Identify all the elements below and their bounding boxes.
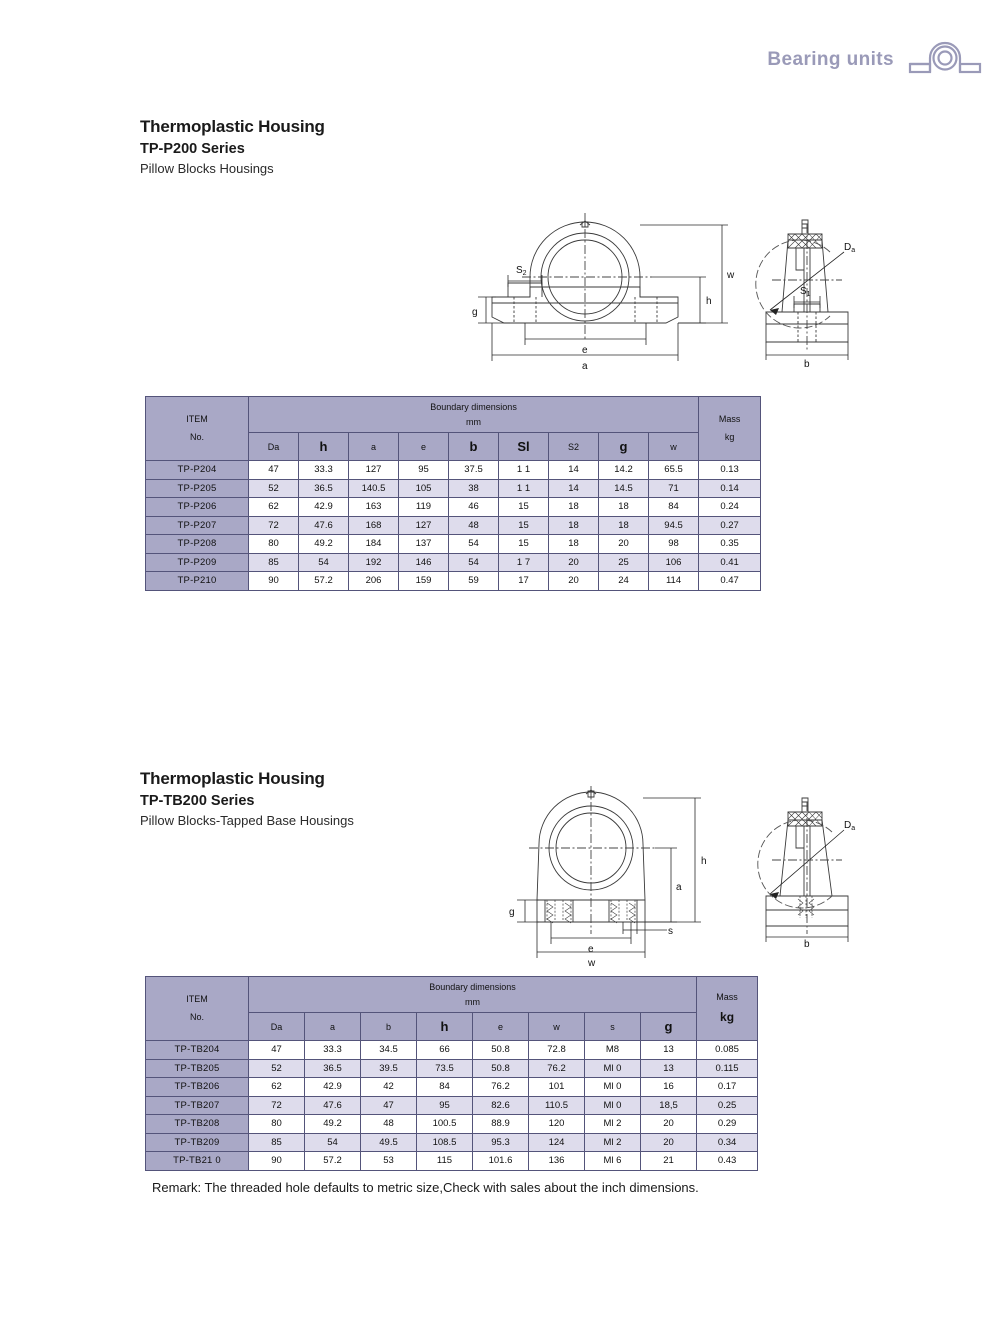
dimension-cell-a: 54 [305,1133,361,1152]
mass-cell: 0.24 [699,498,761,517]
section-2-series: TP-TB200 Series [140,793,255,810]
dimension-cell-da: 62 [249,1078,305,1097]
dimension-cell-g: 24 [599,572,649,591]
dimension-cell-w: 106 [649,553,699,572]
dimension-cell-s: M8 [585,1041,641,1060]
dimension-cell-g: 14.2 [599,461,649,480]
dimension-cell-sl: 1 7 [499,553,549,572]
dimension-cell-da: 85 [249,553,299,572]
mass-cell: 0.43 [697,1152,758,1171]
dimension-cell-b: 53 [361,1152,417,1171]
dimension-cell-b: 47 [361,1096,417,1115]
dimension-cell-a: 42.9 [305,1078,361,1097]
dimension-cell-da: 72 [249,1096,305,1115]
dimension-cell-e: 127 [399,516,449,535]
col-header-a: a [349,433,399,461]
dimension-cell-a: 127 [349,461,399,480]
tp-p200-table-body [146,461,761,591]
dimension-cell-s2: 18 [549,516,599,535]
section-1-title: Thermoplastic Housing [140,117,325,136]
dimension-cell-s2: 14 [549,479,599,498]
dimension-cell-a: 47.6 [305,1096,361,1115]
mass-cell: 0.27 [699,516,761,535]
table-row [146,535,761,554]
dimension-cell-g: 21 [641,1152,697,1171]
dimension-cell-da: 72 [249,516,299,535]
pillow-block-icon [908,38,982,81]
item-no-cell: TP-P206 [146,498,249,517]
table2-header-row-top [146,977,758,1013]
col-header-da: Da [249,433,299,461]
tapped-base-side-view-drawing [752,792,872,952]
dimension-cell-a: 184 [349,535,399,554]
col-header-b: b [449,433,499,461]
mass-cell: 0.115 [697,1059,758,1078]
dimension-cell-h: 42.9 [299,498,349,517]
dimension-cell-da: 52 [249,1059,305,1078]
dimension-cell-s: Ml 0 [585,1096,641,1115]
dimension-cell-e: 146 [399,553,449,572]
dimension-cell-sl: 17 [499,572,549,591]
svg-text:g: g [472,307,478,318]
item-no-cell: TP-TB208 [146,1115,249,1134]
dimension-cell-da: 80 [249,1115,305,1134]
remark-text: Remark: The threaded hole defaults to metric size,Check with sales about the inch dimensions. [152,1180,699,1195]
dimension-cell-b: 49.5 [361,1133,417,1152]
dimension-cell-da: 47 [249,1041,305,1060]
dimension-cell-h: 95 [417,1096,473,1115]
dimension-cell-sl: 1 1 [499,461,549,480]
dimension-cell-s2: 14 [549,461,599,480]
dimension-cell-e: 50.8 [473,1041,529,1060]
brand-header [767,38,982,81]
dimension-cell-h: 108.5 [417,1133,473,1152]
dimension-cell-da: 80 [249,535,299,554]
tp-tb200-table-body [146,1041,758,1171]
dimension-cell-da: 90 [249,572,299,591]
dimension-cell-s: Ml 6 [585,1152,641,1171]
svg-text:s: s [668,926,673,937]
item-no-cell: TP-P208 [146,535,249,554]
dimension-cell-s: Ml 0 [585,1059,641,1078]
dimension-cell-e: 95 [399,461,449,480]
svg-text:h: h [701,856,707,867]
tapped-base-front-view-drawing [505,782,720,972]
dimension-cell-a: 33.3 [305,1041,361,1060]
dimension-cell-w: 124 [529,1133,585,1152]
pillow-block-front-view-drawing [470,205,735,375]
dimension-cell-w: 114 [649,572,699,591]
table-row [146,553,761,572]
dimension-cell-g: 18 [599,498,649,517]
item-no-cell: TP-TB209 [146,1133,249,1152]
section-2-subtitle: Pillow Blocks-Tapped Base Housings [140,813,354,829]
item-no-cell: TP-TB204 [146,1041,249,1060]
dimension-cell-da: 90 [249,1152,305,1171]
dimension-cell-g: 18 [599,516,649,535]
svg-text:Da: $D_a$ [844,820,856,832]
dimension-cell-b: 59 [449,572,499,591]
dimension-cell-sl: 15 [499,498,549,517]
dimension-cell-g: 25 [599,553,649,572]
mass-cell: 0.34 [697,1133,758,1152]
dimension-cell-b: 54 [449,553,499,572]
dimension-cell-w: 94.5 [649,516,699,535]
dimension-cell-w: 110.5 [529,1096,585,1115]
table-row [146,461,761,480]
item-no-cell: TP-P209 [146,553,249,572]
dimension-cell-g: 13 [641,1059,697,1078]
svg-text:a: a [582,361,588,370]
svg-text:S2: $S_2$ [516,265,527,277]
dimension-cell-a: 168 [349,516,399,535]
dimension-cell-w: 65.5 [649,461,699,480]
table-row [146,572,761,591]
svg-text:e: e [582,345,588,356]
item-no-cell: TP-TB206 [146,1078,249,1097]
dimension-cell-g: 20 [641,1133,697,1152]
svg-text:g: g [509,907,515,918]
brand-title: Bearing units [767,48,894,70]
col2-header-a: a [305,1013,361,1041]
dimension-cell-w: 71 [649,479,699,498]
dimension-cell-w: 76.2 [529,1059,585,1078]
dimension-cell-g: 14.5 [599,479,649,498]
svg-text:w: w [727,270,735,281]
table-row [146,1115,758,1134]
dimension-cell-sl: 1 1 [499,479,549,498]
dimension-cell-b: 42 [361,1078,417,1097]
pillow-block-side-view-drawing [752,212,872,372]
dimension-cell-da: 85 [249,1133,305,1152]
mass-header-2: Mass kg [697,977,758,1041]
col-header-w: w [649,433,699,461]
dimension-cell-b: 48 [449,516,499,535]
section-1-heading [140,116,325,178]
dimension-cell-da: 47 [249,461,299,480]
dimension-cell-b: 39.5 [361,1059,417,1078]
dimension-cell-h: 84 [417,1078,473,1097]
tp-tb200-dimensions-table [145,976,758,1171]
dimension-cell-s: Ml 2 [585,1115,641,1134]
dimension-cell-g: 18,5 [641,1096,697,1115]
dimension-cell-w: 136 [529,1152,585,1171]
section-2-heading [140,768,354,830]
dimension-cell-e: 159 [399,572,449,591]
dimension-cell-g: 20 [641,1115,697,1134]
dimension-cell-g: 20 [599,535,649,554]
col2-header-b: b [361,1013,417,1041]
svg-text:w: w [588,958,596,967]
col2-header-e: e [473,1013,529,1041]
svg-text:h: h [706,296,712,307]
mass-cell: 0.085 [697,1041,758,1060]
table-header-row-top [146,397,761,433]
dimension-cell-g: 13 [641,1041,697,1060]
dimension-cell-e: 119 [399,498,449,517]
mass-cell: 0.47 [699,572,761,591]
svg-text:e: e [588,944,594,955]
mass-cell: 0.29 [697,1115,758,1134]
item-no-header-2: ITEM No. [146,977,249,1041]
dimension-cell-a: 163 [349,498,399,517]
dimension-cell-h: 100.5 [417,1115,473,1134]
dimension-cell-a: 206 [349,572,399,591]
table-row [146,1152,758,1171]
dimension-cell-w: 101 [529,1078,585,1097]
dimension-cell-b: 46 [449,498,499,517]
section-2-title: Thermoplastic Housing [140,769,325,788]
col2-header-s: s [585,1013,641,1041]
dimension-cell-h: 57.2 [299,572,349,591]
dimension-cell-e: 82.6 [473,1096,529,1115]
dimension-cell-e: 105 [399,479,449,498]
col-header-sl: Sl [499,433,549,461]
dimension-cell-h: 47.6 [299,516,349,535]
dimension-cell-b: 54 [449,535,499,554]
col2-header-h: h [417,1013,473,1041]
dimension-cell-h: 73.5 [417,1059,473,1078]
col-header-e: e [399,433,449,461]
dimension-cell-e: 137 [399,535,449,554]
item-no-cell: TP-P210 [146,572,249,591]
tp-p200-dimensions-table [145,396,761,591]
dimension-cell-s2: 20 [549,572,599,591]
dimension-cell-s: Ml 0 [585,1078,641,1097]
boundary-dimensions-header-2: Boundary dimensions mm [249,977,697,1013]
item-no-cell: TP-P205 [146,479,249,498]
dimension-cell-a: 36.5 [305,1059,361,1078]
col-header-s2: S2 [549,433,599,461]
dimension-cell-sl: 15 [499,516,549,535]
item-no-cell: TP-P204 [146,461,249,480]
table-row [146,1133,758,1152]
dimension-cell-s2: 20 [549,553,599,572]
dimension-cell-b: 48 [361,1115,417,1134]
dimension-cell-a: 49.2 [305,1115,361,1134]
svg-text:b: b [804,359,810,367]
col-header-h: h [299,433,349,461]
item-no-header: ITEM No. [146,397,249,461]
dimension-cell-da: 52 [249,479,299,498]
dimension-cell-b: 34.5 [361,1041,417,1060]
mass-cell: 0.41 [699,553,761,572]
table-row [146,498,761,517]
dimension-cell-s2: 18 [549,535,599,554]
dimension-cell-h: 33.3 [299,461,349,480]
mass-cell: 0.25 [697,1096,758,1115]
table-row [146,1041,758,1060]
dimension-cell-g: 16 [641,1078,697,1097]
col2-header-da: Da [249,1013,305,1041]
item-no-cell: TP-TB207 [146,1096,249,1115]
mass-cell: 0.35 [699,535,761,554]
dimension-cell-e: 88.9 [473,1115,529,1134]
table-row [146,516,761,535]
table-row [146,1059,758,1078]
section-1-series: TP-P200 Series [140,141,245,158]
svg-text:a: a [676,882,682,893]
dimension-cell-w: 72.8 [529,1041,585,1060]
boundary-dimensions-header: Boundary dimensions mm [249,397,699,433]
dimension-cell-w: 120 [529,1115,585,1134]
dimension-cell-s2: 18 [549,498,599,517]
col-header-g: g [599,433,649,461]
item-no-cell: TP-P207 [146,516,249,535]
dimension-cell-a: 57.2 [305,1152,361,1171]
dimension-cell-a: 192 [349,553,399,572]
dimension-cell-h: 49.2 [299,535,349,554]
mass-header: Mass kg [699,397,761,461]
dimension-cell-da: 62 [249,498,299,517]
dimension-cell-e: 76.2 [473,1078,529,1097]
table-row [146,479,761,498]
dimension-cell-w: 84 [649,498,699,517]
dimension-cell-h: 115 [417,1152,473,1171]
dimension-cell-s: Ml 2 [585,1133,641,1152]
table-row [146,1078,758,1097]
dimension-cell-e: 50.8 [473,1059,529,1078]
item-no-cell: TP-TB205 [146,1059,249,1078]
dimension-cell-b: 38 [449,479,499,498]
item-no-cell: TP-TB21 0 [146,1152,249,1171]
mass-cell: 0.13 [699,461,761,480]
col2-header-w: w [529,1013,585,1041]
col2-header-g: g [641,1013,697,1041]
dimension-cell-a: 140.5 [349,479,399,498]
dimension-cell-b: 37.5 [449,461,499,480]
mass-cell: 0.17 [697,1078,758,1097]
svg-text:Da: $D_a$ [844,242,856,254]
dimension-cell-sl: 15 [499,535,549,554]
svg-text:b: b [804,939,810,947]
table-row [146,1096,758,1115]
dimension-cell-h: 36.5 [299,479,349,498]
dimension-cell-h: 66 [417,1041,473,1060]
section-1-subtitle: Pillow Blocks Housings [140,161,274,177]
dimension-cell-e: 95.3 [473,1133,529,1152]
dimension-cell-e: 101.6 [473,1152,529,1171]
svg-text:S1: $S_1$ [800,286,811,298]
mass-cell: 0.14 [699,479,761,498]
dimension-cell-w: 98 [649,535,699,554]
dimension-cell-h: 54 [299,553,349,572]
